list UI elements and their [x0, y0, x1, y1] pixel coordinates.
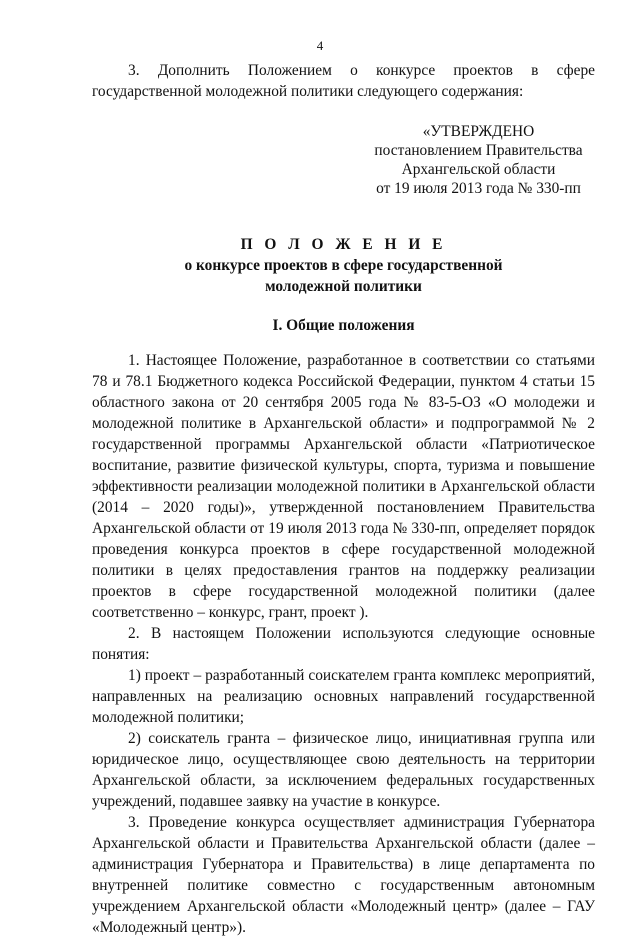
clause-2-definition-2: 2) соискатель гранта – физическое лицо, инициативная группа или юридическое лицо, осуществляющее свою деятельность на территории Архангельской области, за исключением федеральных государственных учреждений, подавшее заявку на участие в конкурсе. [92, 730, 595, 810]
page-number: 4 [316, 38, 324, 53]
clause-2: 2. В настоящем Положении используются следующие основные понятия: [92, 625, 595, 663]
approved-line-1: «УТВЕРЖДЕНО [422, 123, 535, 140]
intro-paragraph: 3. Дополнить Положением о конкурсе проектов в сфере государственной молодежной политики следующего содержания: [92, 62, 595, 100]
title-subtitle-2: молодежной политики [265, 278, 422, 295]
document-title [92, 234, 595, 297]
title-main: П О Л О Ж Е Н И Е [240, 236, 447, 253]
document-body [92, 60, 595, 938]
approved-line-4: от 19 июля 2013 года № 330-пп [376, 180, 581, 197]
clause-1: 1. Настоящее Положение, разработанное в соответствии со статьями 78 и 78.1 Бюджетного кодекса Российской Федерации, пунктом 4 статьи 15 областного закона от 20 сентября 2005 года № 83-5-ОЗ «О молодежи и молодежной политике в Архангельской области» и подпрограммой № 2 государственной программы Архангельской области «Патриотическое воспитание, развитие физической культуры, спорта, туризма и повышение эффективности реализации молодежной политики в Архангельской области (2014 – 2020 годы)», утвержденной постановлением Правительства Архангельской области от 19 июля 2013 года № 330-пп, определяет порядок проведения конкурса проектов в сфере государственной молодежной политики в целях предоставления грантов на поддержку реализации проектов в сфере государственной молодежной политики (далее соответственно – конкурс, грант, проект ). [92, 352, 595, 621]
title-subtitle-1: о конкурсе проектов в сфере государственной [184, 257, 503, 274]
clause-3: 3. Проведение конкурса осуществляет администрация Губернатора Архангельской области и Правительства Архангельской области (далее – администрация Губернатора и Правительства) в лице департамента по внутренней политике совместно с государственным автономным учреждением Архангельской области «Молодежный центр» (далее – ГАУ «Молодежный центр»). [92, 814, 595, 936]
approval-stamp-block [362, 122, 595, 198]
clause-2-definition-1: 1) проект – разработанный соискателем гранта комплекс мероприятий, направленных на реализацию основных направлений государственной молодежной политики; [92, 667, 595, 726]
approved-line-2: постановлением Правительства [374, 142, 583, 159]
approved-line-3: Архангельской области [401, 161, 556, 178]
section-heading: I. Общие положения [272, 317, 415, 334]
